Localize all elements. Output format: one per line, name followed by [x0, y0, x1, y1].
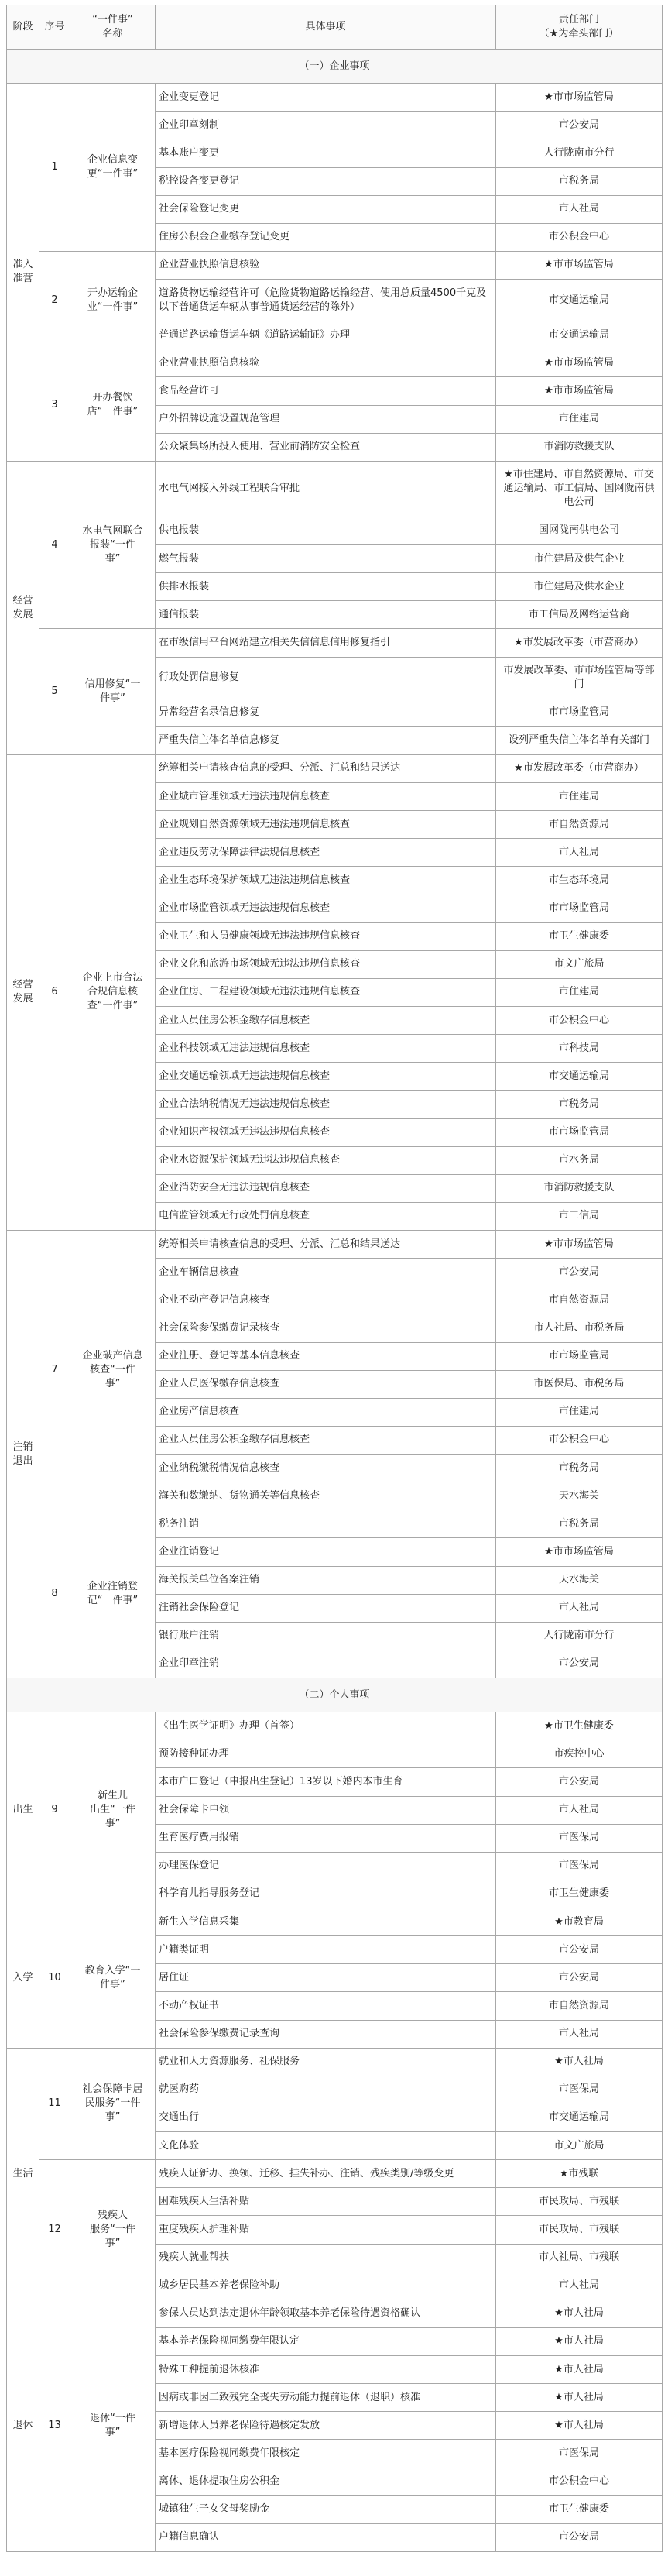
matter-item: 办理医保登记 [156, 1852, 496, 1880]
matter-item: 异常经营名录信息修复 [156, 699, 496, 726]
matter-item: 海关和数缴纳、货物通关等信息核查 [156, 1482, 496, 1510]
responsible-dept: 市交通运输局 [496, 2104, 663, 2131]
matter-item: 企业规划自然资源领域无违法违规信息核查 [156, 811, 496, 839]
responsible-dept: 市消防救援支队 [496, 433, 663, 461]
responsible-dept: ★市市场监管局 [496, 377, 663, 405]
responsible-dept: ★市人社局 [496, 2356, 663, 2384]
matter-item: 银行账户注销 [156, 1622, 496, 1650]
matter-item: 文化体验 [156, 2132, 496, 2160]
table-body [7, 50, 663, 2552]
responsible-dept: 市民政局、市残联 [496, 2216, 663, 2244]
matter-item: 生育医疗费用报销 [156, 1824, 496, 1852]
table-row [7, 2048, 663, 2076]
responsible-dept: 市科技局 [496, 1035, 663, 1063]
item-no: 12 [39, 2160, 70, 2300]
responsible-dept: 市住建局 [496, 978, 663, 1006]
responsible-dept: 市人社局 [496, 839, 663, 867]
responsible-dept: 市医保局 [496, 1824, 663, 1852]
matter-item: 严重失信主体名单信息修复 [156, 726, 496, 754]
responsible-dept: 市市场监管局 [496, 1118, 663, 1146]
matter-item: 公众聚集场所投入使用、营业前消防安全检查 [156, 433, 496, 461]
matter-item: 通信报装 [156, 601, 496, 629]
responsible-dept: 市公安局 [496, 2523, 663, 2551]
matter-item: 水电气网接入外线工程联合审批 [156, 461, 496, 517]
matter-item: 离休、退休提取住房公积金 [156, 2468, 496, 2495]
item-no: 9 [39, 1712, 70, 1908]
table-row [7, 629, 663, 657]
responsible-dept: 市自然资源局 [496, 811, 663, 839]
responsible-dept: ★市住建局、市自然资源局、市交通运输局、市工信局、国网陇南供电公司 [496, 461, 663, 517]
section-title: （一）企业事项 [7, 50, 663, 84]
matter-item: 居住证 [156, 1964, 496, 1992]
matter-item: 新增退休人员养老保险待遇核定发放 [156, 2412, 496, 2440]
responsible-dept: ★市残联 [496, 2160, 663, 2188]
matter-item: 道路货物运输经营许可（危险货物道路运输经营、使用总质量4500千克及以下普通货运车辆从事普通货运经营的除外） [156, 280, 496, 321]
responsible-dept: 市税务局 [496, 1091, 663, 1118]
matter-item: 企业营业执照信息核验 [156, 251, 496, 279]
matter-item: 科学育儿指导服务登记 [156, 1880, 496, 1908]
responsible-dept: 市公积金中心 [496, 1426, 663, 1454]
header-stage: 阶段 [7, 5, 39, 50]
responsible-dept: 市文广旅局 [496, 2132, 663, 2160]
responsible-dept: 市卫生健康委 [496, 922, 663, 950]
matter-item: 户籍类证明 [156, 1936, 496, 1964]
matter-item: 重度残疾人护理补贴 [156, 2216, 496, 2244]
stage-cell: 出生 [7, 1712, 39, 1908]
matter-item: 企业房产信息核查 [156, 1398, 496, 1426]
item-no: 5 [39, 629, 70, 755]
responsible-dept: ★市人社局 [496, 2384, 663, 2412]
one-thing-name: 新生儿 出生“一件 事” [70, 1712, 156, 1908]
section-header-row [7, 50, 663, 84]
responsible-dept: ★市市场监管局 [496, 251, 663, 279]
header-row [7, 5, 663, 50]
header-name: “一件事” 名称 [70, 5, 156, 50]
matter-item: 企业人员医保缴存信息核查 [156, 1370, 496, 1398]
responsible-dept: 市文广旅局 [496, 950, 663, 978]
responsible-dept: 市市场监管局 [496, 1342, 663, 1370]
matter-item: 《出生医学证明》办理（首签） [156, 1712, 496, 1740]
matter-item: 在市级信用平台网站建立相关失信信息信用修复指引 [156, 629, 496, 657]
item-no: 4 [39, 461, 70, 629]
matter-item: 统筹相关申请核查信息的受理、分派、汇总和结果送达 [156, 1231, 496, 1259]
responsible-dept: 市疾控中心 [496, 1740, 663, 1768]
responsible-dept: 市人社局、市税务局 [496, 1314, 663, 1342]
responsible-dept: 市住建局 [496, 783, 663, 811]
responsible-dept: 市自然资源局 [496, 1992, 663, 2020]
matter-item: 户籍信息确认 [156, 2523, 496, 2551]
responsible-dept: 市住建局及供水企业 [496, 573, 663, 601]
item-no: 3 [39, 349, 70, 462]
responsible-dept: 市工信局及网络运营商 [496, 601, 663, 629]
table-row [7, 84, 663, 112]
responsible-dept: ★市人社局 [496, 2327, 663, 2355]
responsible-dept: 人行陇南市分行 [496, 1622, 663, 1650]
responsible-dept: 市民政局、市残联 [496, 2188, 663, 2216]
responsible-dept: ★市教育局 [496, 1908, 663, 1936]
one-thing-name: 企业注销登 记“一件事” [70, 1510, 156, 1678]
responsible-dept: 市税务局 [496, 1455, 663, 1482]
matter-item: 基本医疗保险视同缴费年限核定 [156, 2440, 496, 2468]
responsible-dept: 人行陇南市分行 [496, 139, 663, 167]
matter-item: 企业印章注销 [156, 1650, 496, 1678]
responsible-dept: ★市发展改革委（市营商办） [496, 754, 663, 782]
responsible-dept: 市税务局 [496, 167, 663, 195]
responsible-dept: 市交通运输局 [496, 1063, 663, 1091]
matter-item: 企业合法纳税情况无违法违规信息核查 [156, 1091, 496, 1118]
matter-item: 企业纳税缴税情况信息核查 [156, 1455, 496, 1482]
stage-cell: 退休 [7, 2300, 39, 2551]
stage-cell: 经营 发展 [7, 754, 39, 1230]
matter-item: 企业印章刻制 [156, 112, 496, 139]
matter-item: 就医购药 [156, 2076, 496, 2104]
matter-item: 供电报装 [156, 517, 496, 544]
matter-item: 企业生态环境保护领域无违法违规信息核查 [156, 867, 496, 895]
responsible-dept: 市人社局、市残联 [496, 2244, 663, 2272]
stage-cell: 经营 发展 [7, 461, 39, 754]
matter-item: 企业人员住房公积金缴存信息核查 [156, 1426, 496, 1454]
item-no: 2 [39, 251, 70, 349]
matter-item: 企业不动产登记信息核查 [156, 1286, 496, 1314]
item-no: 10 [39, 1908, 70, 2049]
responsible-dept: 市自然资源局 [496, 1286, 663, 1314]
matter-item: 企业交通运输领域无违法违规信息核查 [156, 1063, 496, 1091]
stage-cell: 准入 准营 [7, 84, 39, 462]
responsible-dept: 市工信局 [496, 1202, 663, 1230]
matter-item: 因病或非因工致残完全丧失劳动能力提前退休（退职）核准 [156, 2384, 496, 2412]
responsible-dept: 市税务局 [496, 1510, 663, 1538]
matter-item: 普通道路运输货运车辆《道路运输证》办理 [156, 321, 496, 349]
table-row [7, 461, 663, 517]
one-thing-name: 企业破产信息 核查“一件 事” [70, 1231, 156, 1510]
responsible-dept: ★市市场监管局 [496, 1538, 663, 1566]
one-thing-name: 退休“一件 事” [70, 2300, 156, 2551]
section-title: （二）个人事项 [7, 1678, 663, 1712]
one-thing-name: 开办餐饮 店“一件事” [70, 349, 156, 462]
one-thing-name: 开办运输企 业“一件事” [70, 251, 156, 349]
table-row [7, 2300, 663, 2327]
responsible-dept: 市交通运输局 [496, 280, 663, 321]
matter-item: 海关报关单位备案注销 [156, 1566, 496, 1594]
item-no: 11 [39, 2048, 70, 2160]
matter-item: 社会保险登记变更 [156, 195, 496, 223]
stage-cell: 入学 [7, 1908, 39, 2049]
responsible-dept: ★市人社局 [496, 2412, 663, 2440]
responsible-dept: 市公安局 [496, 1650, 663, 1678]
matter-item: 企业人员住房公积金缴存信息核查 [156, 1007, 496, 1035]
matter-item: 企业住房、工程建设领域无违法违规信息核查 [156, 978, 496, 1006]
matters-table [6, 5, 663, 2552]
responsible-dept: 市人社局 [496, 1594, 663, 1622]
matter-item: 特殊工种提前退休核准 [156, 2356, 496, 2384]
matter-item: 企业消防安全无违法违规信息核查 [156, 1174, 496, 1202]
responsible-dept: 市公安局 [496, 1768, 663, 1796]
responsible-dept: ★市卫生健康委 [496, 1712, 663, 1740]
matter-item: 本市户口登记（申报出生登记）13岁以下婚内本市生育 [156, 1768, 496, 1796]
one-thing-name: 教育入学“一 件事” [70, 1908, 156, 2049]
responsible-dept: 市公积金中心 [496, 223, 663, 251]
one-thing-name: 企业信息变 更“一件事” [70, 84, 156, 252]
responsible-dept: 市公安局 [496, 1259, 663, 1286]
matter-item: 企业水资源保护领域无违法违规信息核查 [156, 1146, 496, 1174]
section-header-row [7, 1678, 663, 1712]
matter-item: 社会保险参保缴费记录查询 [156, 2020, 496, 2048]
responsible-dept: 市人社局 [496, 195, 663, 223]
responsible-dept: 市住建局及供气企业 [496, 545, 663, 573]
responsible-dept: 市水务局 [496, 1146, 663, 1174]
responsible-dept: 市医保局、市税务局 [496, 1370, 663, 1398]
matter-item: 企业变更登记 [156, 84, 496, 112]
matter-item: 残疾人证新办、换领、迁移、挂失补办、注销、残疾类别/等级变更 [156, 2160, 496, 2188]
responsible-dept: 市人社局 [496, 2020, 663, 2048]
matter-item: 统筹相关申请核查信息的受理、分派、汇总和结果送达 [156, 754, 496, 782]
matter-item: 企业文化和旅游市场领域无违法违规信息核查 [156, 950, 496, 978]
responsible-dept: 市医保局 [496, 2076, 663, 2104]
matter-item: 基本养老保险视同缴费年限认定 [156, 2327, 496, 2355]
matter-item: 基本账户变更 [156, 139, 496, 167]
matter-item: 税控设备变更登记 [156, 167, 496, 195]
responsible-dept: 市卫生健康委 [496, 2495, 663, 2523]
responsible-dept: 市公安局 [496, 1936, 663, 1964]
matter-item: 参保人员达到法定退休年龄领取基本养老保险待遇资格确认 [156, 2300, 496, 2327]
matter-item: 企业违反劳动保障法律法规信息核查 [156, 839, 496, 867]
item-no: 13 [39, 2300, 70, 2551]
item-no: 7 [39, 1231, 70, 1510]
responsible-dept: ★市人社局 [496, 2300, 663, 2327]
responsible-dept: 市交通运输局 [496, 321, 663, 349]
matter-item: 燃气报装 [156, 545, 496, 573]
header-items: 具体事项 [156, 5, 496, 50]
matter-item: 企业卫生和人员健康领域无违法违规信息核查 [156, 922, 496, 950]
responsible-dept: 市住建局 [496, 1398, 663, 1426]
matter-item: 社会保障卡申领 [156, 1796, 496, 1824]
matter-item: 城镇独生子女父母奖励金 [156, 2495, 496, 2523]
matter-item: 交通出行 [156, 2104, 496, 2131]
table-row [7, 1231, 663, 1259]
one-thing-name: 社会保障卡居 民服务“一件 事” [70, 2048, 156, 2160]
matter-item: 企业城市管理领域无违法违规信息核查 [156, 783, 496, 811]
matter-item: 不动产权证书 [156, 1992, 496, 2020]
stage-cell: 注销 退出 [7, 1231, 39, 1678]
table-row [7, 1908, 663, 1936]
responsible-dept: ★市市场监管局 [496, 349, 663, 377]
responsible-dept: 市人社局 [496, 1796, 663, 1824]
matter-item: 税务注销 [156, 1510, 496, 1538]
responsible-dept: 天水海关 [496, 1566, 663, 1594]
responsible-dept: ★市市场监管局 [496, 1231, 663, 1259]
table-row [7, 1712, 663, 1740]
item-no: 1 [39, 84, 70, 252]
stage-cell: 生活 [7, 2048, 39, 2300]
matter-item: 企业科技领域无违法违规信息核查 [156, 1035, 496, 1063]
matter-item: 企业车辆信息核查 [156, 1259, 496, 1286]
responsible-dept: 市卫生健康委 [496, 1880, 663, 1908]
matter-item: 户外招牌设施设置规范管理 [156, 405, 496, 433]
responsible-dept: ★市人社局 [496, 2048, 663, 2076]
responsible-dept: 市公安局 [496, 112, 663, 139]
matter-item: 企业注册、登记等基本信息核查 [156, 1342, 496, 1370]
one-thing-name: 水电气网联合 报装“一件 事” [70, 461, 156, 629]
matter-item: 预防接种证办理 [156, 1740, 496, 1768]
matter-item: 企业知识产权领域无违法违规信息核查 [156, 1118, 496, 1146]
matter-item: 企业注销登记 [156, 1538, 496, 1566]
responsible-dept: 市公积金中心 [496, 1007, 663, 1035]
item-no: 8 [39, 1510, 70, 1678]
responsible-dept: 市医保局 [496, 1852, 663, 1880]
matter-item: 注销社会保险登记 [156, 1594, 496, 1622]
table-row [7, 251, 663, 279]
responsible-dept: 市生态环境局 [496, 867, 663, 895]
matter-item: 新生入学信息采集 [156, 1908, 496, 1936]
matter-item: 社会保险参保缴费记录核查 [156, 1314, 496, 1342]
responsible-dept: 市公积金中心 [496, 2468, 663, 2495]
matter-item: 城乡居民基本养老保险补助 [156, 2272, 496, 2300]
responsible-dept: 市发展改革委、市市场监管局等部门 [496, 657, 663, 699]
one-thing-name: 残疾人 服务“一件 事” [70, 2160, 156, 2300]
matter-item: 电信监管领域无行政处罚信息核查 [156, 1202, 496, 1230]
matter-item: 食品经营许可 [156, 377, 496, 405]
responsible-dept: 市市场监管局 [496, 699, 663, 726]
matter-item: 困难残疾人生活补贴 [156, 2188, 496, 2216]
matter-item: 企业市场监管领域无违法违规信息核查 [156, 895, 496, 922]
item-no: 6 [39, 754, 70, 1230]
table-row [7, 2160, 663, 2188]
matter-item: 残疾人就业帮扶 [156, 2244, 496, 2272]
table-row [7, 349, 663, 377]
responsible-dept: 国网陇南供电公司 [496, 517, 663, 544]
table-row [7, 754, 663, 782]
responsible-dept: 市人社局 [496, 2272, 663, 2300]
matter-item: 行政处罚信息修复 [156, 657, 496, 699]
responsible-dept: 市市场监管局 [496, 895, 663, 922]
one-thing-name: 信用修复“一 件事” [70, 629, 156, 755]
responsible-dept: 天水海关 [496, 1482, 663, 1510]
matter-item: 住房公积金企业缴存登记变更 [156, 223, 496, 251]
matter-item: 企业营业执照信息核验 [156, 349, 496, 377]
responsible-dept: 市住建局 [496, 405, 663, 433]
header-dept: 责任部门 （★为牵头部门） [496, 5, 663, 50]
responsible-dept: 设列严重失信主体名单有关部门 [496, 726, 663, 754]
responsible-dept: 市消防救援支队 [496, 1174, 663, 1202]
matter-item: 供排水报装 [156, 573, 496, 601]
responsible-dept: ★市市场监管局 [496, 84, 663, 112]
one-thing-name: 企业上市合法 合规信息核 查“一件事” [70, 754, 156, 1230]
table-row [7, 1510, 663, 1538]
matter-item: 就业和人力资源服务、社保服务 [156, 2048, 496, 2076]
responsible-dept: ★市发展改革委（市营商办） [496, 629, 663, 657]
responsible-dept: 市公安局 [496, 1964, 663, 1992]
header-no: 序号 [39, 5, 70, 50]
responsible-dept: 市医保局 [496, 2440, 663, 2468]
